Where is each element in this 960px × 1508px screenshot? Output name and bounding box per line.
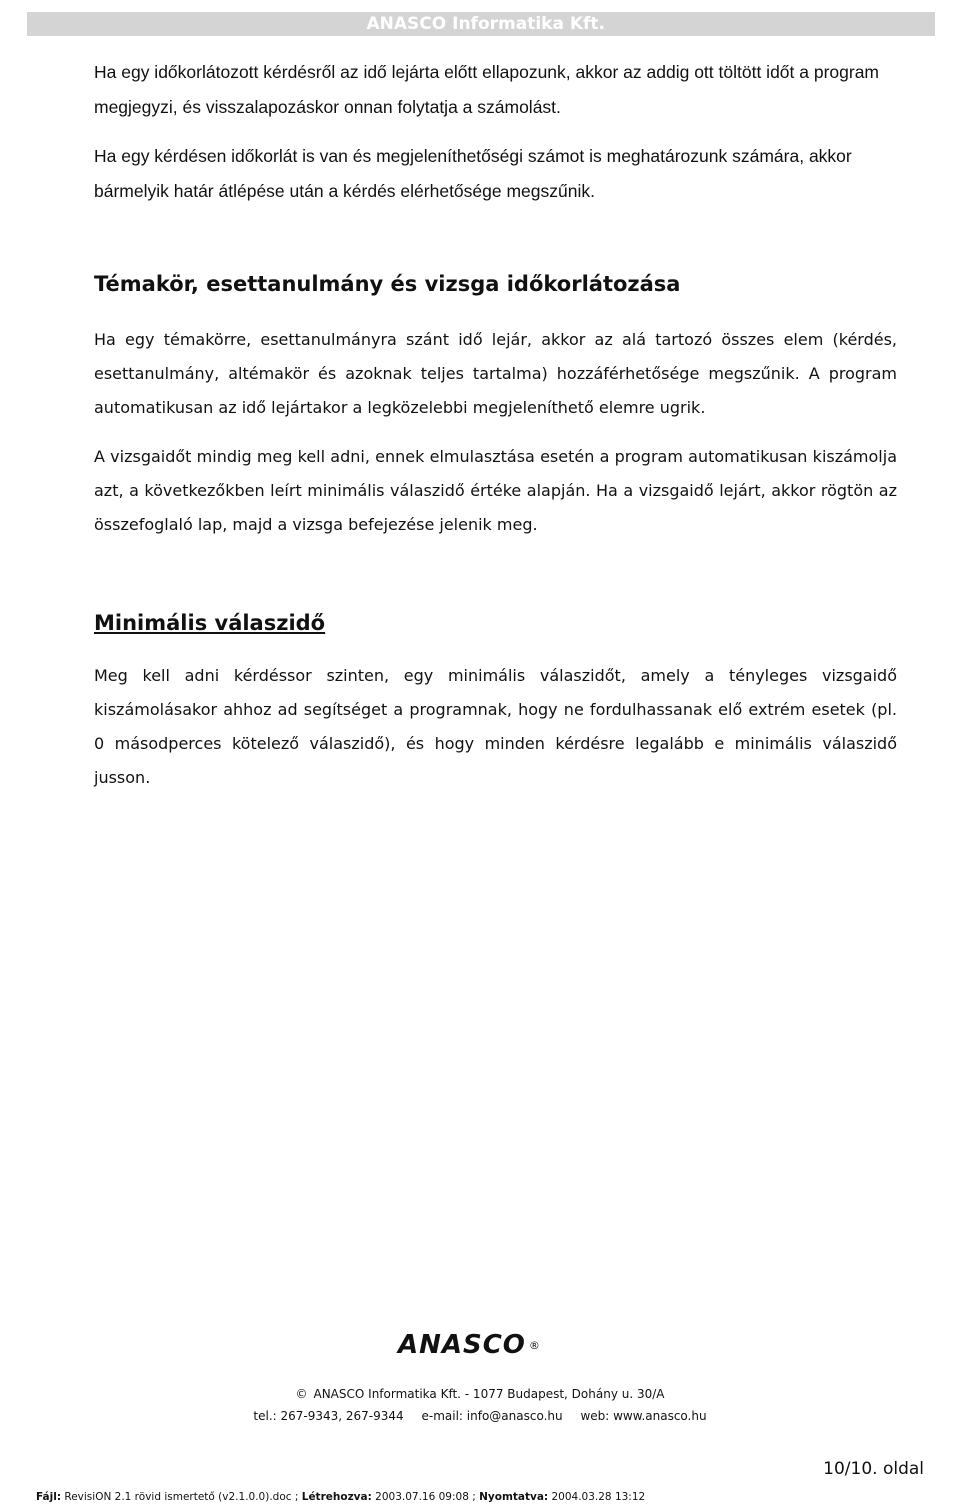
paragraph-time-limit-visibility: Ha egy kérdésen időkorlát is van és megjeleníthetőségi számot is meghatározunk számára, akkor bármelyik határ átlépése után a kérdés elérhetősége megszűnik. bbox=[94, 146, 852, 201]
file-info bbox=[36, 1491, 645, 1503]
copyright-icon: © bbox=[295, 1387, 308, 1401]
paragraph-topic-time-expiry: Ha egy témakörre, esettanulmányra szánt idő lejár, akkor az alá tartozó összes elem (kérdés, esettanulmány, altémakör és azoknak teljes tartalma) hozzáférhetősége megszűnik. A program automatikusan az idő lejártakor a legközelebbi megjeleníthető elemre ugrik. bbox=[94, 330, 897, 417]
footer-tel: tel.: 267-9343, 267-9344 bbox=[253, 1409, 404, 1423]
section-heading-min-response-time: Minimális válaszidő bbox=[94, 611, 326, 635]
page-number: 10/10. oldal bbox=[823, 1459, 924, 1479]
file-label: Fájl: bbox=[36, 1491, 62, 1503]
paragraph-min-response-time: Meg kell adni kérdéssor szinten, egy minimális válaszidőt, amely a tényleges vizsgaidő kiszámolásakor ahhoz ad segítséget a programnak, hogy ne fordulhassanak elő extrém esetek (pl. 0 másodperces kötelező válaszidő), és hogy minden kérdésre legalább e minimális válaszidő jusson. bbox=[94, 666, 897, 787]
header-company: ANASCO Informatika Kft. bbox=[366, 14, 605, 34]
printed-label: Nyomtatva: bbox=[479, 1491, 549, 1503]
registered-mark: ® bbox=[528, 1338, 540, 1352]
paragraph-time-limit-navigation: Ha egy időkorlátozott kérdésről az idő lejárta előtt ellapozunk, akkor az addig ott töltött időt a program megjegyzi, és visszalapozáskor onnan folytatja a számolást. bbox=[94, 62, 880, 117]
footer-web: web: www.anasco.hu bbox=[580, 1409, 707, 1423]
created-value: 2003.07.16 09:08 ; bbox=[375, 1491, 476, 1503]
logo-text: ANASCO bbox=[398, 1330, 526, 1360]
section-heading-time-limits: Témakör, esettanulmány és vizsga időkorlátozása bbox=[94, 272, 681, 296]
file-value: RevisiON 2.1 rövid ismertető (v2.1.0.0).doc ; bbox=[64, 1491, 299, 1503]
footer-address-text: ANASCO Informatika Kft. - 1077 Budapest, Dohány u. 30/A bbox=[313, 1387, 665, 1401]
anasco-logo bbox=[398, 1330, 540, 1360]
footer-contact bbox=[0, 1409, 960, 1423]
footer-address bbox=[0, 1387, 960, 1401]
footer-email: e-mail: info@anasco.hu bbox=[421, 1409, 563, 1423]
created-label: Létrehozva: bbox=[301, 1491, 372, 1503]
paragraph-exam-time: A vizsgaidőt mindig meg kell adni, ennek elmulasztása esetén a program automatikusan kiszámolja azt, a következőkben leírt minimális válaszidő értéke alapján. Ha a vizsgaidő lejárt, akkor rögtön az összefoglaló lap, majd a vizsga befejezése jelenik meg. bbox=[94, 447, 897, 534]
printed-value: 2004.03.28 13:12 bbox=[551, 1491, 646, 1503]
